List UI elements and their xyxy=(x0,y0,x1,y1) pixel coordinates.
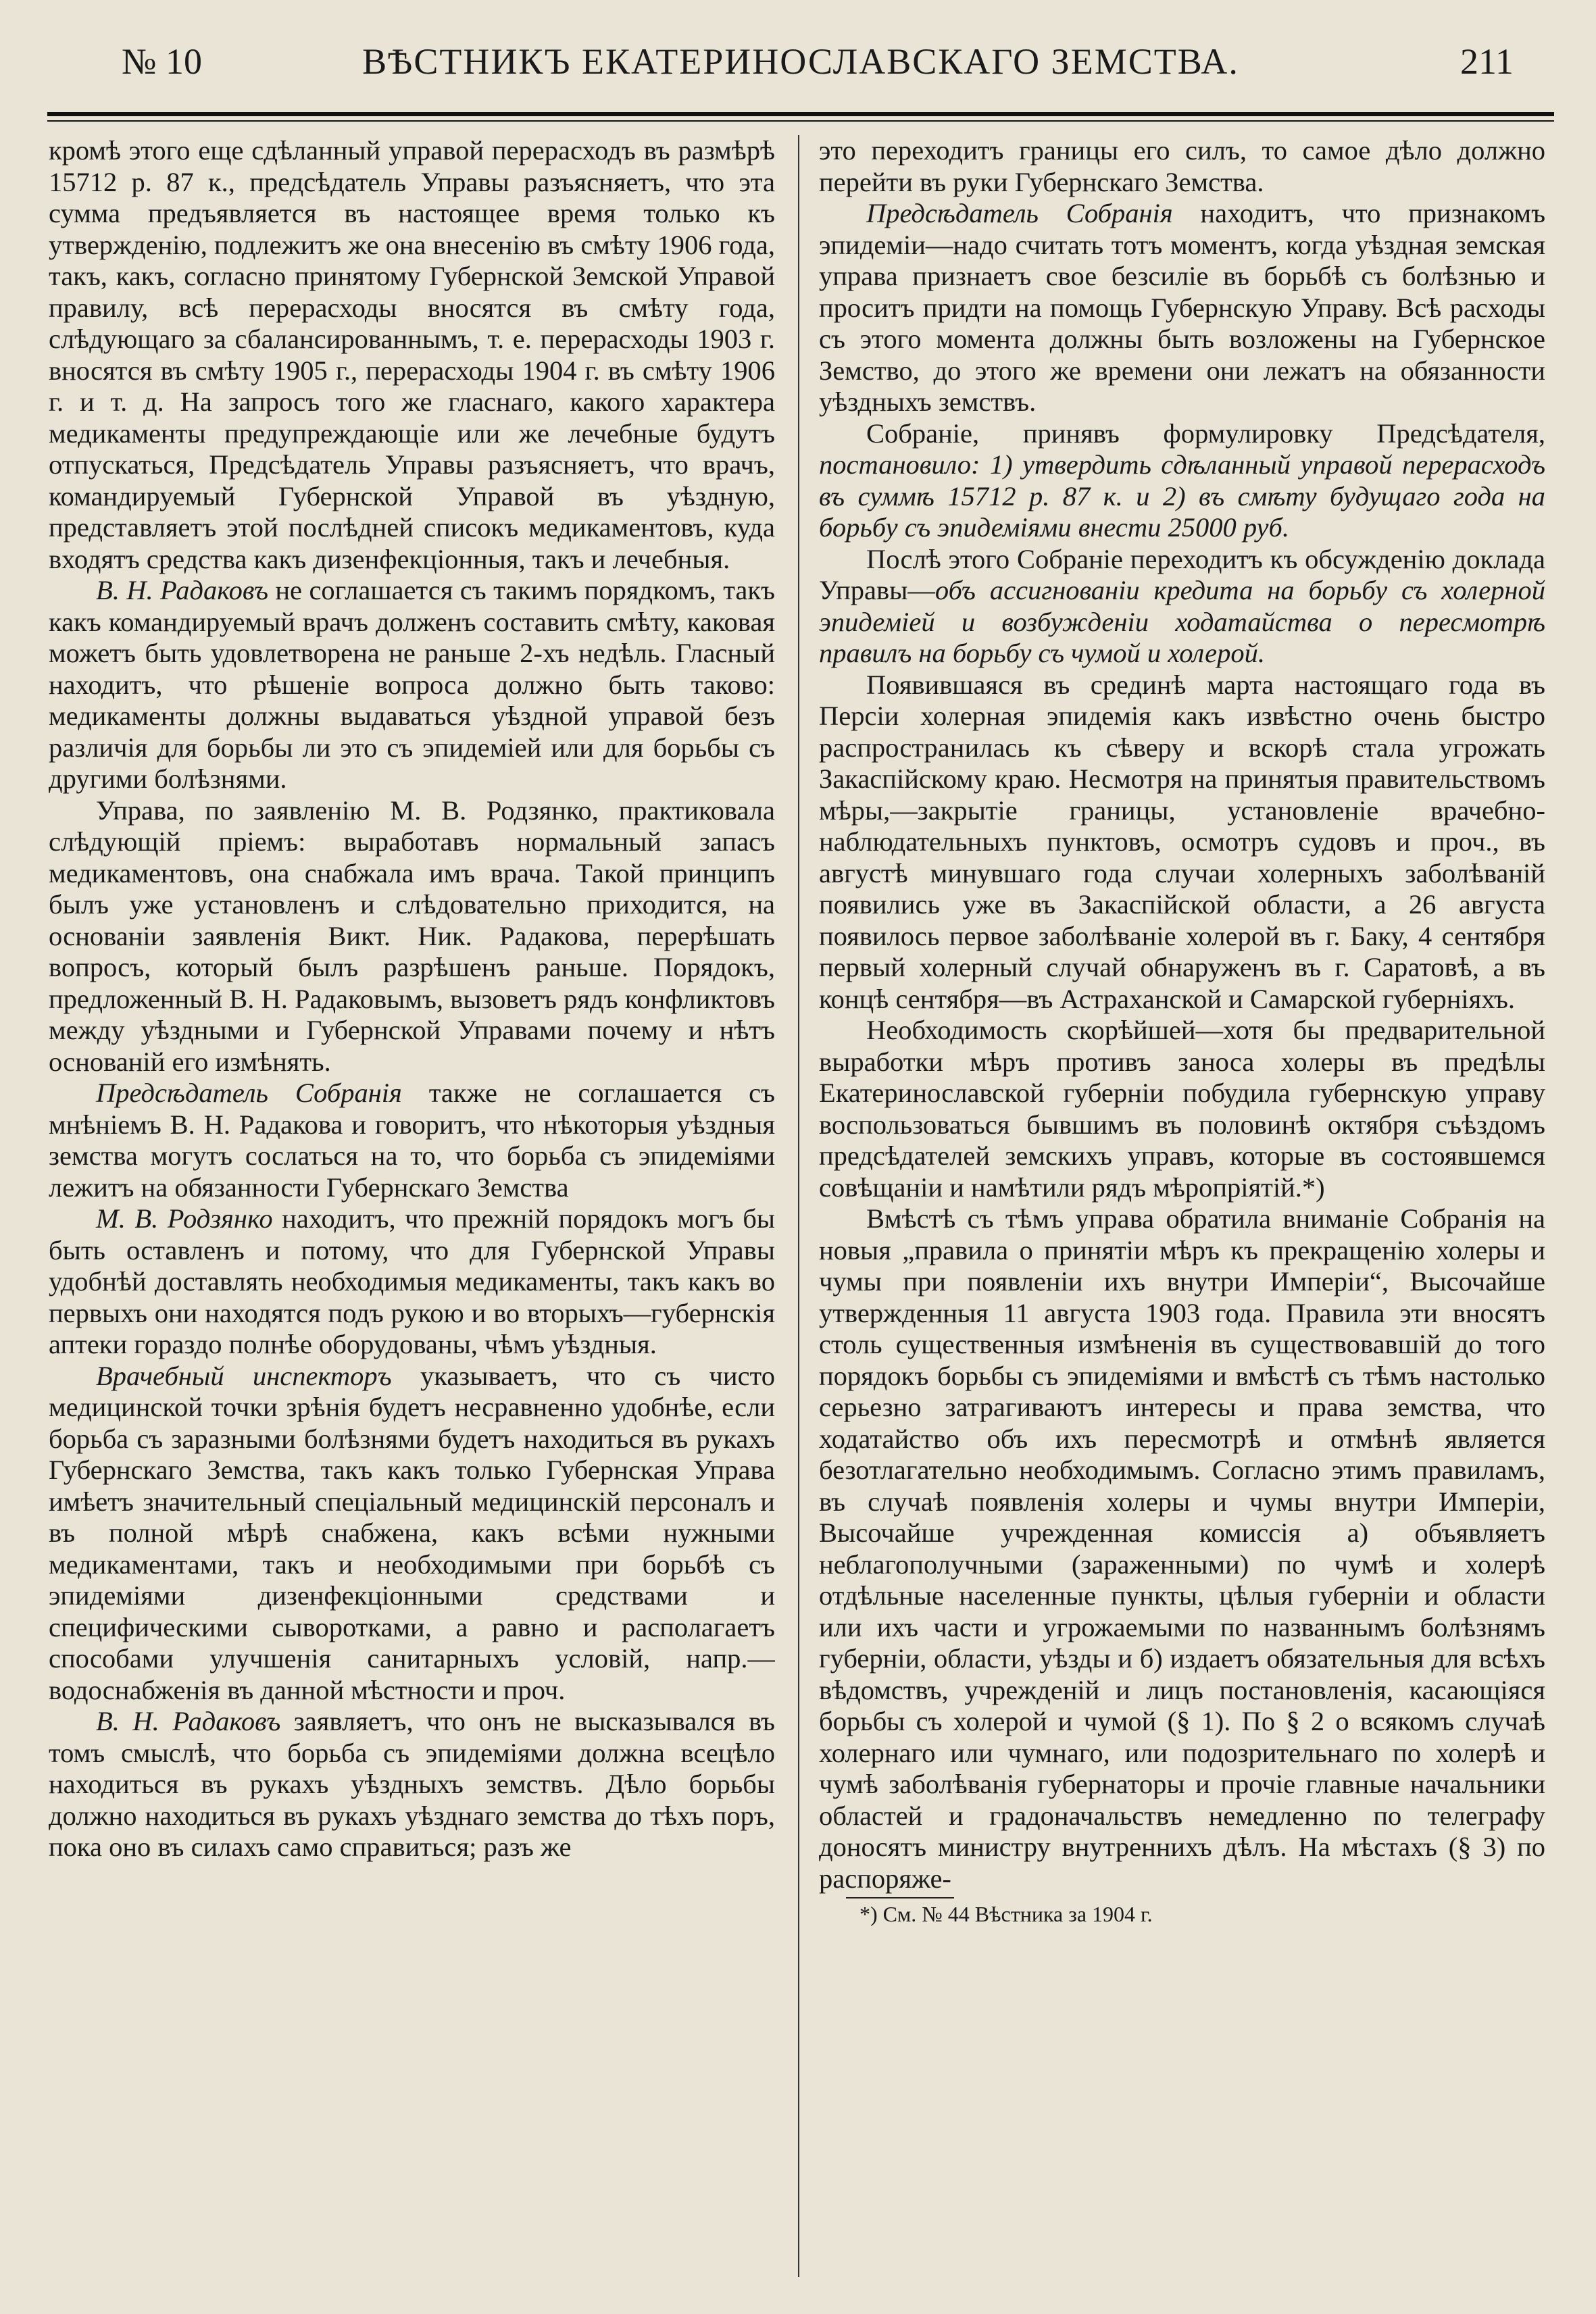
paragraph xyxy=(819,198,1545,418)
header-rule-thick xyxy=(47,112,1554,116)
right-column xyxy=(819,135,1545,2290)
issue-number: № 10 xyxy=(122,41,203,82)
paragraph xyxy=(819,544,1545,670)
paragraph: кромѣ этого еще сдѣланный управой перерасходъ въ размѣрѣ 15712 р. 87 к., предсѣдатель Управы разъясняетъ, что эта сумма предъявляется въ настоящее время только къ утвержденію, подлежитъ же она внесенію въ смѣту 1906 года, такъ, какъ, согласно принятому Губернской Земской Управой правилу, всѣ перерасходы вносятся въ смѣту года, слѣдующаго за сбалансированнымъ, т. е. перерасходы 1903 г. вносятся въ смѣту 1905 г., перерасходы 1904 г. въ смѣту 1906 г. и т. д. На запросъ того же гласнаго, какого характера медикаменты предупреждающіе или же лечебные будутъ отпускаться, Предсѣдатель Управы разъясняетъ, что врачъ, командируемый Губернской Управой въ уѣздную, представляетъ этой послѣдней списокъ медикаментовъ, куда входятъ средства какъ дизенфекціонныя, такъ и лечебныя. xyxy=(49,135,775,574)
report-title: объ ассигнованіи кредита на борьбу съ холерной эпидеміей и возбужденіи ходатайства о пересмотрѣ правилъ на борьбу съ чумой и холерой. xyxy=(819,575,1545,668)
column-divider xyxy=(798,135,799,2277)
footnote-rule xyxy=(846,1897,954,1898)
paragraph xyxy=(49,1203,775,1361)
paragraph: Появившаяся въ срединѣ марта настоящаго года въ Персіи холерная эпидемія какъ извѣстно очень быстро распространилась къ сѣверу и вскорѣ стала угрожать Закаспійскому краю. Несмотря на принятыя правительствомъ мѣры,—закрытіе границы, установленіе врачебно-наблюдательныхъ пунктовъ, осмотръ судовъ и проч., въ августѣ минувшаго года случаи холерныхъ заболѣваній появились уже въ Закаспійской области, а 26 августа появилось первое заболѣваніе холерой въ г. Баку, 4 сентября первый холерный случай обнаруженъ въ г. Саратовѣ, а въ концѣ сентября—въ Астраханской и Самарской губерніяхъ. xyxy=(819,669,1545,1014)
paragraph xyxy=(819,418,1545,544)
paragraph-text: не соглашается съ такимъ порядкомъ, такъ какъ командируемый врачъ долженъ составить смѣту, каковая можетъ быть удовлетворена не раньше 2-хъ недѣль. Гласный находитъ, что рѣшеніе вопроса должно быть таково: медикаменты должны выдаваться уѣздной управой безъ различія для борьбы ли это съ эпидеміей или для борьбы съ другими болѣзнями. xyxy=(49,575,775,794)
paragraph-text: Послѣ этого Собраніе переходитъ къ обсужденію доклада Управы— xyxy=(819,543,1545,605)
speaker-name: Предсѣдатель Собранія xyxy=(96,1078,402,1108)
paragraph-text: также не соглашается съ мнѣніемъ В. Н. Радакова и говоритъ, что нѣкоторыя уѣздныя земства могутъ сослаться на то, что борьба съ эпидеміями лежитъ на обязанности Губернскаго Земства xyxy=(49,1078,775,1203)
paragraph-text: указываетъ, что съ чисто медицинской точки зрѣнія будетъ несравненно удобнѣе, если борьба съ заразными болѣзнями будетъ находиться въ рукахъ Губернскаго Земства, такъ какъ только Губернская Управа имѣетъ значительный спеціальный медицинскій персоналъ и въ полной мѣрѣ снабжена, какъ всѣми нужными медикаментами, такъ и необходимыми при борьбѣ съ эпидеміями дизенфекціонными средствами и специфическими сыворотками, а равно и располагаетъ способами улучшенія санитарныхъ условій, напр.—водоснабженія въ данной мѣстности и проч. xyxy=(49,1360,775,1705)
page-number: 211 xyxy=(1460,41,1514,82)
paragraph-text: заявляетъ, что онъ не высказывался въ томъ смыслѣ, что борьба съ эпидеміями должна всецѣло находиться въ рукахъ уѣздныхъ земствъ. Дѣло борьбы должно находиться въ рукахъ уѣзднаго земства до тѣхъ поръ, пока оно въ силахъ само справиться; разъ же xyxy=(49,1706,775,1862)
page-header xyxy=(47,27,1554,95)
speaker-name: В. Н. Радаковъ xyxy=(96,575,268,605)
paragraph-text: Собраніе, принявъ формулировку Предсѣдателя, xyxy=(866,418,1545,449)
speaker-name: Врачебный инспекторъ xyxy=(96,1360,392,1391)
paragraph-text: находитъ, что признакомъ эпидеміи—надо считать тотъ моментъ, когда уѣздная земская управа признаетъ свое безсиліе въ борьбѣ съ болѣзнью и проситъ придти на помощь Губернскую Управу. Всѣ расходы съ этого момента должны быть возложены на Губернское Земство, до этого же времени они лежатъ на обязанности уѣздныхъ земствъ. xyxy=(819,198,1545,417)
paragraph: это переходитъ границы его силъ, то самое дѣло должно перейти въ руки Губернскаго Земства. xyxy=(819,135,1545,197)
paragraph-text: находитъ, что прежній порядокъ могъ бы быть оставленъ и потому, что для Губернской Управы удобнѣй доставлять необходимыя медикаменты, такъ какъ во первыхъ они находятся подъ рукою и во вторыхъ—губернскія аптеки гораздо полнѣе оборудованы, чѣмъ уѣздныя. xyxy=(49,1203,775,1359)
header-rule-thin xyxy=(47,120,1554,122)
paragraph: Необходимость скорѣйшей—хотя бы предварительной выработки мѣръ противъ заноса холеры въ предѣлы Екатеринославской губерніи побудила губернскую управу воспользоваться бывшимъ въ половинѣ октября съѣздомъ предсѣдателей земскихъ управъ, которые въ состоявшемся совѣщаніи и намѣтили рядъ мѣропріятій.*) xyxy=(819,1015,1545,1203)
paragraph xyxy=(49,1078,775,1203)
left-column xyxy=(49,135,775,2290)
paragraph: Управа, по заявленію М. В. Родзянко, практиковала слѣдующій пріемъ: выработавъ нормальный запасъ медикаментовъ, она снабжала имъ врача. Такой принципъ былъ уже установленъ и слѣдовательно приходится, на основаніи заявленія Викт. Ник. Радакова, перерѣшать вопросъ, который былъ разрѣшенъ раньше. Порядокъ, предложенный В. Н. Радаковымъ, вызоветъ рядъ конфликтовъ между уѣздными и Губернской Управами почему и нѣтъ основаній его измѣнять. xyxy=(49,795,775,1077)
journal-title: ВѢСТНИКЪ ЕКАТЕРИНОСЛАВСКАГО ЗЕМСТВА. xyxy=(362,41,1239,82)
speaker-name: Предсѣдатель Собранія xyxy=(866,198,1173,228)
paragraph xyxy=(49,1361,775,1707)
footnote: *) См. № 44 Вѣстника за 1904 г. xyxy=(859,1902,1153,1926)
speaker-name: В. Н. Радаковъ xyxy=(96,1706,281,1736)
speaker-name: М. В. Родзянко xyxy=(96,1203,273,1234)
paragraph xyxy=(49,575,775,795)
paragraph xyxy=(49,1706,775,1863)
resolution-text: постановило: 1) утвердить сдѣланный управой перерасходъ въ суммѣ 15712 р. 87 к. и 2) въ смѣту будущаго года на борьбу съ эпидеміями внести 25000 руб. xyxy=(819,449,1545,543)
paragraph: Вмѣстѣ съ тѣмъ управа обратила вниманіе Собранія на новыя „правила о принятіи мѣръ къ прекращенію холеры и чумы при появленіи ихъ внутри Имперіи“, Высочайше утвержденныя 11 августа 1903 года. Правила эти вносятъ столь существенныя измѣненія въ существовавшій до того порядокъ борьбы съ эпидеміями и вмѣстѣ съ тѣмъ настолько серьезно затрагиваютъ интересы и права земства, что ходатайство объ ихъ пересмотрѣ и отмѣнѣ является безотлагательно необходимымъ. Согласно этимъ правиламъ, въ случаѣ появленія холеры и чумы внутри Имперіи, Высочайше учрежденная комиссія а) объявляетъ неблагополучными (зараженными) по чумѣ и холерѣ отдѣльные населенные пункты, цѣлыя губерніи и области или ихъ части и угрожаемыми по названнымъ болѣзнямъ губерніи, области, уѣзды и б) издаетъ обязательныя для всѣхъ вѣдомствъ, учрежденій и лицъ постановленія, касающіяся борьбы съ холерой и чумой (§ 1). По § 2 о всякомъ случаѣ холернаго или чумнаго, или подозрительнаго по холерѣ и чумѣ заболѣванія губернаторы и прочіе главные начальники областей и градоначальствъ немедленно по телеграфу доносятъ министру внутреннихъ дѣлъ. На мѣстахъ (§ 3) по распоряже- xyxy=(819,1203,1545,1894)
